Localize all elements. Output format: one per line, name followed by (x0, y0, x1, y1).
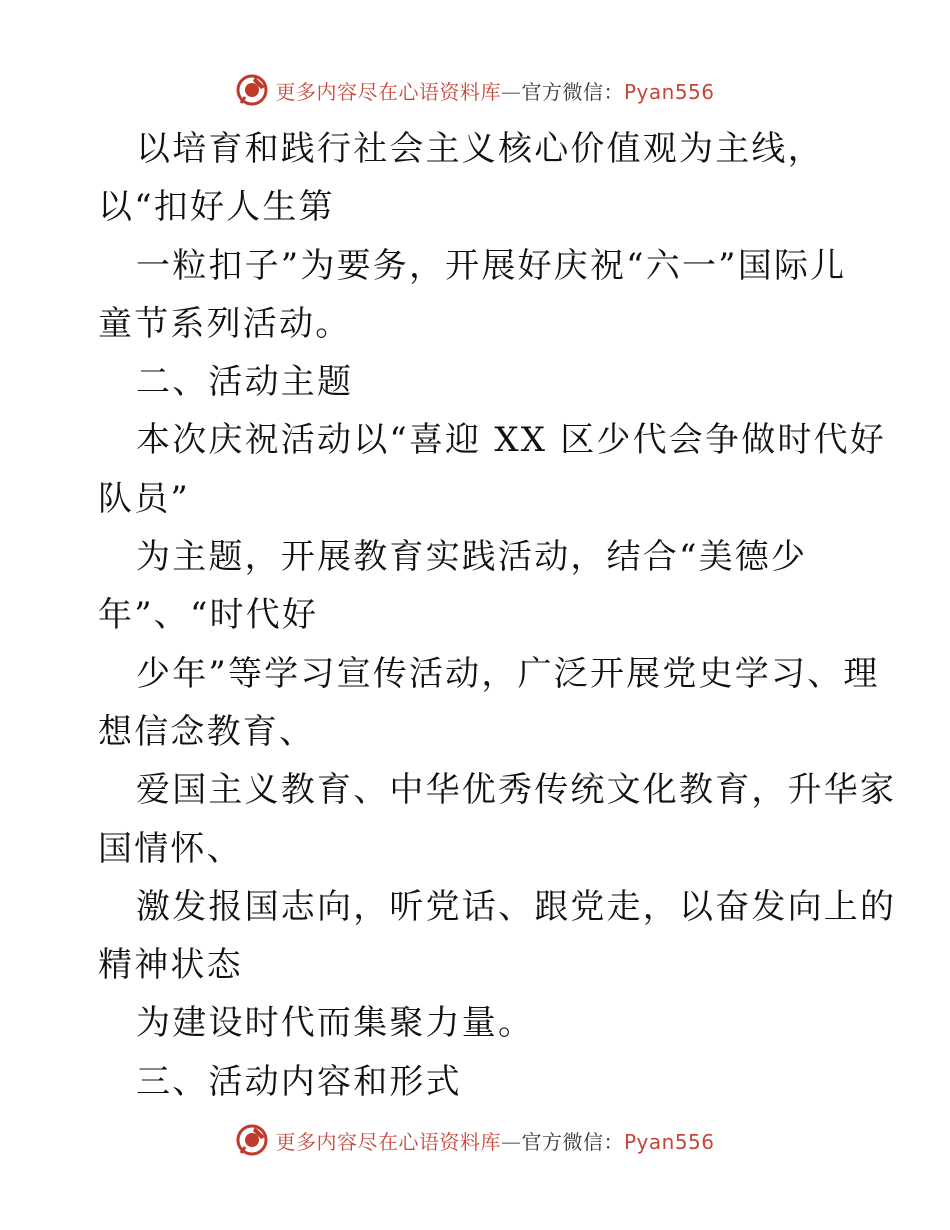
header-banner (0, 68, 950, 112)
banner-text (275, 76, 714, 105)
text-line: 激发报国志向，听党话、跟党走，以奋发向上的 (136, 886, 897, 927)
text-line: 一粒扣子”为要务，开展好庆祝“六一”国际儿 (136, 245, 847, 286)
section-heading: 二、活动主题 (136, 362, 354, 403)
banner-separator: — (500, 1129, 522, 1154)
text-line: 少年”等学习宣传活动，广泛开展党史学习、理 (136, 653, 880, 694)
text-line: 想信念教育、 (98, 711, 316, 752)
text-line: 为主题，开展教育实践活动，结合“美德少 (136, 537, 808, 578)
text-line: 以“扣好人生第 (98, 187, 335, 228)
pen-seal-icon (235, 73, 269, 107)
text-line: 年”、“时代好 (98, 595, 319, 636)
banner-wechat-label: 官方微信： (521, 1129, 624, 1154)
text-line: 国情怀、 (98, 828, 243, 869)
footer-banner (0, 1118, 950, 1162)
banner-title: 更多内容尽在心语资料库 (275, 1129, 501, 1154)
text-line: 以培育和践行社会主义核心价值观为主线， (136, 129, 824, 169)
text-line: 队员” (98, 478, 190, 519)
banner-wechat-id: Pyan556 (623, 79, 715, 104)
text-line: 童节系列活动。 (98, 303, 352, 344)
text-line: 精神状态 (98, 945, 243, 986)
text-line: 本次庆祝活动以“喜迎 XX 区少代会争做时代好 (136, 420, 887, 461)
banner-separator: — (500, 79, 522, 104)
banner-wechat-label: 官方微信： (521, 79, 624, 104)
banner-wechat-id: Pyan556 (623, 1129, 715, 1154)
text-line: 爱国主义教育、中华优秀传统文化教育，升华家 (136, 770, 897, 811)
pen-seal-icon (235, 1123, 269, 1157)
text-line: 为建设时代而集聚力量。 (136, 1003, 535, 1044)
banner-text (275, 1126, 714, 1155)
banner-title: 更多内容尽在心语资料库 (275, 79, 501, 104)
document-body (98, 120, 897, 1111)
section-heading: 三、活动内容和形式 (136, 1061, 462, 1102)
